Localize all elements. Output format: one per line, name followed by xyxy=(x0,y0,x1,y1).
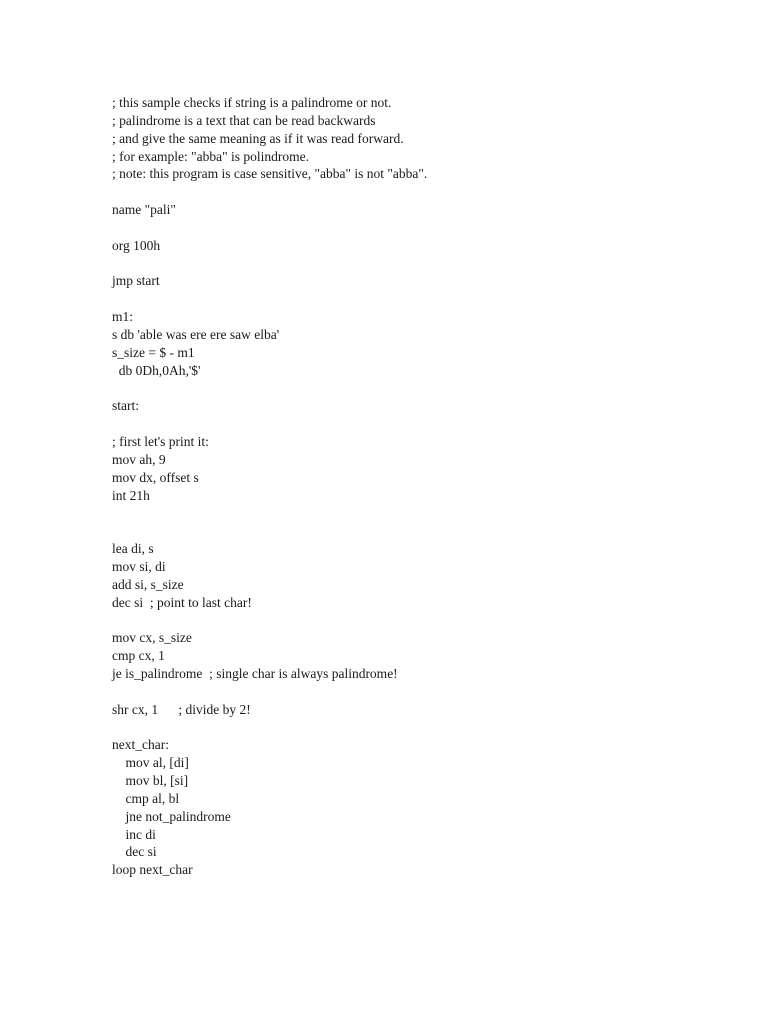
code-line: cmp cx, 1 xyxy=(112,648,165,664)
code-line: s_size = $ - m1 xyxy=(112,344,195,360)
code-line: inc di xyxy=(112,826,156,842)
code-line: start: xyxy=(112,398,139,414)
code-line: int 21h xyxy=(112,487,150,503)
code-line: add si, s_size xyxy=(112,576,184,592)
code-line xyxy=(112,380,427,398)
assembly-code-listing xyxy=(112,94,427,879)
code-line: mov dx, offset s xyxy=(112,469,199,485)
code-line: mov cx, s_size xyxy=(112,630,192,646)
code-line: loop next_char xyxy=(112,862,193,878)
code-line xyxy=(112,255,427,273)
code-line xyxy=(112,611,427,629)
code-line: je is_palindrome ; single char is always palindrome! xyxy=(112,666,398,681)
code-line xyxy=(112,522,427,540)
code-line: next_char: xyxy=(112,737,169,753)
code-line xyxy=(112,290,427,308)
code-line: ; first let's print it: xyxy=(112,434,209,450)
code-line: mov al, [di] xyxy=(112,755,189,771)
code-line: mov ah, 9 xyxy=(112,451,166,467)
code-line xyxy=(112,683,427,701)
code-line: org 100h xyxy=(112,237,161,253)
code-line: jmp start xyxy=(112,273,160,289)
code-line xyxy=(112,504,427,522)
code-line xyxy=(112,415,427,433)
code-line: ; palindrome is a text that can be read backwards xyxy=(112,112,376,128)
code-line: dec si xyxy=(112,844,157,860)
code-line: m1: xyxy=(112,309,134,325)
code-line xyxy=(112,219,427,237)
code-line: ; note: this program is case sensitive, "abba" is not "abba". xyxy=(112,166,428,182)
code-line: mov bl, [si] xyxy=(112,773,189,789)
code-line: shr cx, 1 ; divide by 2! xyxy=(112,701,251,717)
code-line: lea di, s xyxy=(112,541,154,557)
code-line: dec si ; point to last char! xyxy=(112,594,252,610)
code-line: cmp al, bl xyxy=(112,790,180,806)
code-line: ; and give the same meaning as if it was read forward. xyxy=(112,130,404,146)
code-line: name "pali" xyxy=(112,202,176,218)
code-line: jne not_palindrome xyxy=(112,808,231,824)
code-line: db 0Dh,0Ah,'$' xyxy=(112,362,201,378)
code-line xyxy=(112,719,427,737)
code-line: ; for example: "abba" is polindrome. xyxy=(112,148,309,164)
code-line: ; this sample checks if string is a palindrome or not. xyxy=(112,95,392,110)
code-line xyxy=(112,183,427,201)
code-line: mov si, di xyxy=(112,558,166,574)
code-line: s db 'able was ere ere saw elba' xyxy=(112,326,280,342)
